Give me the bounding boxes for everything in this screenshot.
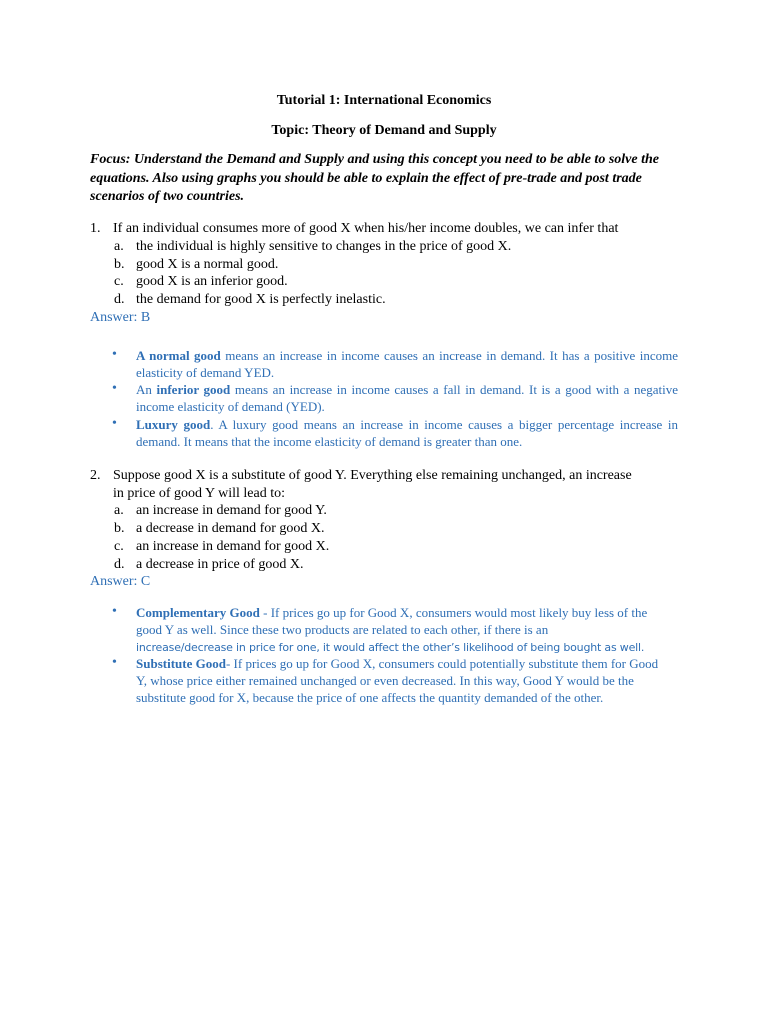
q2-option-text: a decrease in price of good X. [136,557,304,572]
bullet-icon: • [112,381,117,396]
note-term: inferior good [156,382,231,397]
q1-option-letter: d. [114,292,125,307]
q1-option-text: good X is a normal good. [136,257,279,272]
note-lead: An [136,382,157,397]
q2-option-letter: d. [114,557,125,572]
q2-option-letter: b. [114,521,125,536]
note-term: Substitute Good [136,656,226,671]
q2-number: 2. [90,468,101,483]
q1-option-letter: b. [114,257,125,272]
note-text: means an increase in income causes an increase in demand. It has a positive income elasticity of demand YED. [136,348,678,380]
note-text: . A luxury good means an increase in income causes a bigger percentage increase in demand. It means that the income elasticity of demand is greater than one. [136,417,678,449]
note-text: increase/decrease in price for one, it would affect the other’s likelihood of being bought as well. [136,641,645,654]
note-text: means an increase in income causes a fall in demand. It is a good with a negative income elasticity of demand (YED). [136,382,679,414]
q1-stem: If an individual consumes more of good X when his/her income doubles, we can infer that [113,221,619,236]
q2-option-text: an increase in demand for good Y. [136,503,327,518]
q1-note-luxury-good [136,416,678,450]
note-text: - If prices go up for Good X, consumers would most likely buy less of the good Y as well. Since these two products are related to each other, if there is an [136,605,648,637]
q2-note-substitute-good [136,655,671,706]
q1-number: 1. [90,221,101,236]
q1-option-letter: c. [114,274,124,289]
bullet-icon: • [112,347,117,362]
q2-note-complementary-good [136,604,671,656]
focus-paragraph: Focus: Understand the Demand and Supply and using this concept you need to be able to solve the equations. Also using graphs you should be able to explain the effect of pre-trade and post trade scenarios of two countries. [90,152,659,204]
q1-note-inferior-good [136,381,678,415]
bullet-icon: • [112,604,117,619]
note-term: Complementary Good [136,605,260,620]
document-title: Tutorial 1: International Economics [276,93,492,108]
q1-answer: Answer: B [90,310,151,325]
q2-option-letter: a. [114,503,124,518]
note-term: Luxury good [136,417,211,432]
note-term: A normal good [136,348,221,363]
q2-answer: Answer: C [90,574,151,589]
q1-option-text: the individual is highly sensitive to changes in the price of good X. [136,239,512,254]
q2-stem-line: Suppose good X is a substitute of good Y. Everything else remaining unchanged, an increase [113,468,632,483]
bullet-icon: • [112,416,117,431]
q1-option-text: good X is an inferior good. [136,274,288,289]
document-topic: Topic: Theory of Demand and Supply [271,123,497,138]
q2-option-letter: c. [114,539,124,554]
q1-note-normal-good [136,347,678,381]
q2-option-text: a decrease in demand for good X. [136,521,325,536]
note-text: - If prices go up for Good X, consumers could potentially substitute them for Good Y, whose price either remained unchanged or even decreased. In this way, Good Y would be the substitute good for X, because the price of one affects the quantity demanded of the other. [136,656,659,705]
q2-option-text: an increase in demand for good X. [136,539,330,554]
bullet-icon: • [112,655,117,670]
q1-option-letter: a. [114,239,124,254]
q2-stem-line: in price of good Y will lead to: [113,486,285,501]
q1-option-text: the demand for good X is perfectly inelastic. [136,292,386,307]
